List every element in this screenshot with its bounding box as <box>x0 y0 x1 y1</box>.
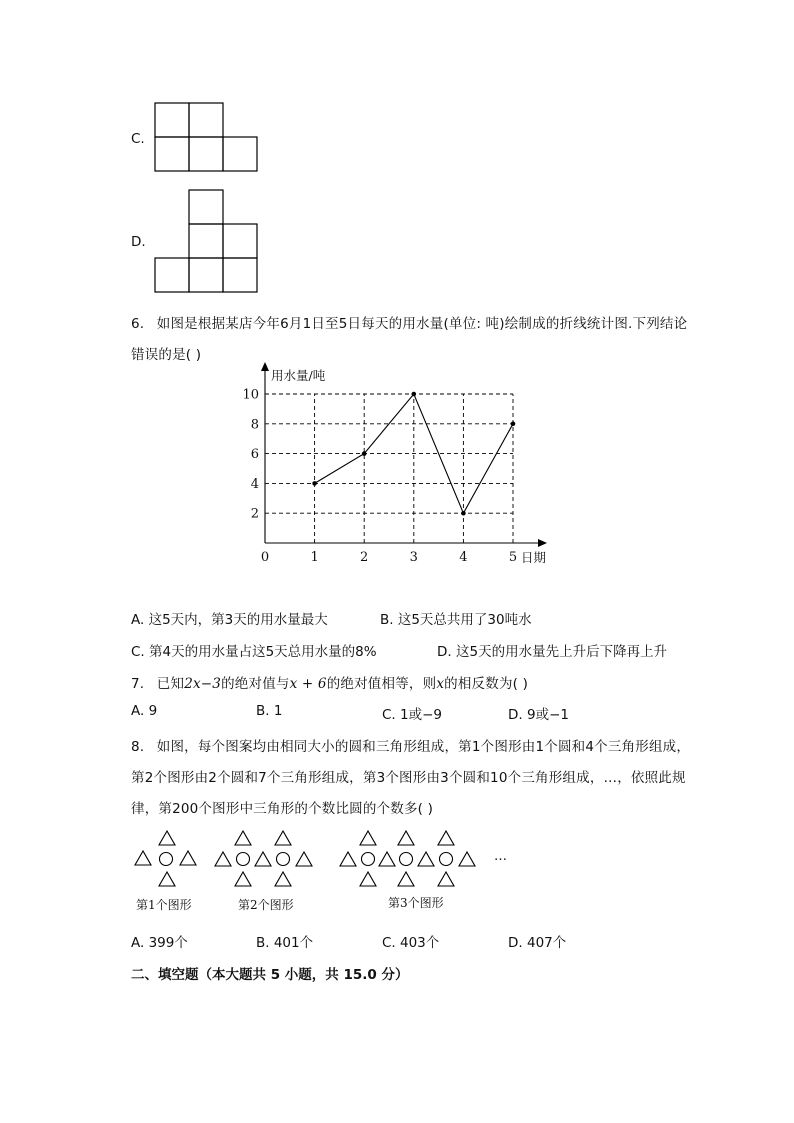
circle-shape <box>440 853 453 866</box>
section-2-title: 二、填空题（本大题共 5 小题，共 15.0 分） <box>131 967 409 983</box>
q8-stem-line3: 律，第200个图形中三角形的个数比圆的个数多( ) <box>131 801 434 817</box>
q7-expr2: x + 6 <box>289 676 327 692</box>
chart-ylabel: 用水量/吨 <box>271 368 326 383</box>
q8-figure-1 <box>135 831 196 886</box>
q8-option-a[interactable]: A. 399个 <box>131 935 188 951</box>
triangle-shape <box>398 872 414 886</box>
chart-xlabel: 日期 <box>521 550 547 565</box>
triangle-shape <box>215 852 231 866</box>
circle-shape <box>400 853 413 866</box>
y-tick-label: 8 <box>250 417 259 433</box>
q8-fig-label-1: 第1个图形 <box>136 898 192 912</box>
triangle-shape <box>235 872 251 886</box>
x-tick-label: 4 <box>459 550 468 565</box>
triangle-shape <box>379 852 395 866</box>
q8-figure-2 <box>215 831 312 886</box>
q7-mid2: 的绝对值相等，则 <box>326 676 437 692</box>
q7-mid: 的绝对值与 <box>221 676 290 692</box>
triangle-shape <box>360 872 376 886</box>
triangle-shape <box>459 852 475 866</box>
q8-number: 8. <box>131 739 145 755</box>
triangle-shape <box>159 872 175 886</box>
y-tick-label: 4 <box>250 476 259 492</box>
triangle-shape <box>255 852 271 866</box>
q6-number: 6. <box>131 316 145 332</box>
y-tick-label: 6 <box>250 447 259 463</box>
y-tick-label: 10 <box>242 387 259 403</box>
q8-figure-3 <box>340 831 475 886</box>
q8-line1: 如图，每个图案均由相同大小的圆和三角形组成，第1个图形由1个圆和4个三角形组成， <box>156 739 691 755</box>
triangle-shape <box>235 831 251 845</box>
q8-option-c[interactable]: C. 403个 <box>382 935 440 951</box>
y-tick-label: 2 <box>250 506 259 522</box>
x-tick-label: 3 <box>409 550 418 565</box>
triangle-shape <box>275 831 291 845</box>
q6-stem-line2: 错误的是( ) <box>131 347 202 363</box>
q6-text1: 如图是根据某店今年6月1日至5日每天的用水量(单位: 吨)绘制成的折线统计图.下列结论 <box>156 316 688 332</box>
triangle-shape <box>159 831 175 845</box>
triangle-shape <box>340 852 356 866</box>
q6-option-b[interactable]: B. 这5天总共用了30吨水 <box>380 612 532 628</box>
triangle-shape <box>180 851 196 865</box>
q7-pre: 已知 <box>156 676 185 692</box>
circle-shape <box>277 853 290 866</box>
circle-shape <box>160 853 173 866</box>
q5-option-c-label[interactable]: C. <box>131 131 145 147</box>
q8-option-d[interactable]: D. 407个 <box>508 935 567 951</box>
triangle-shape <box>135 851 151 865</box>
triangle-shape <box>418 852 434 866</box>
q8-ellipsis: … <box>494 849 507 864</box>
q7-number: 7. <box>131 676 145 692</box>
q7-var: x <box>436 676 445 692</box>
x-tick-label: 5 <box>508 550 518 565</box>
q7-option-a[interactable]: A. 9 <box>131 703 158 719</box>
q6-option-c[interactable]: C. 第4天的用水量占这5天总用水量的8% <box>131 644 377 660</box>
q7-expr1: 2x−3 <box>184 676 222 692</box>
circle-shape <box>237 853 250 866</box>
q7-option-c[interactable]: C. 1或−9 <box>382 707 442 723</box>
q8-fig-label-3: 第3个图形 <box>388 896 444 910</box>
q7-post: 的相反数为( ) <box>444 676 529 692</box>
q7-option-b[interactable]: B. 1 <box>256 703 283 719</box>
x-tick-label: 0 <box>260 550 270 565</box>
q6-option-d[interactable]: D. 这5天的用水量先上升后下降再上升 <box>437 644 668 660</box>
q8-option-b[interactable]: B. 401个 <box>256 935 314 951</box>
triangle-shape <box>275 872 291 886</box>
circle-shape <box>362 853 375 866</box>
q8-stem-line2: 第2个图形由2个圆和7个三角形组成，第3个图形由3个圆和10个三角形组成，…，依照此规 <box>131 770 686 786</box>
triangle-shape <box>398 831 414 845</box>
q6-option-a[interactable]: A. 这5天内，第3天的用水量最大 <box>131 612 328 628</box>
triangle-shape <box>438 872 454 886</box>
q5-option-d-label[interactable]: D. <box>131 234 146 250</box>
triangle-shape <box>296 852 312 866</box>
triangle-shape <box>360 831 376 845</box>
triangle-shape <box>438 831 454 845</box>
x-tick-label: 1 <box>310 550 319 565</box>
q8-fig-label-2: 第2个图形 <box>238 898 294 912</box>
q7-option-d[interactable]: D. 9或−1 <box>508 707 569 723</box>
x-tick-label: 2 <box>360 550 369 565</box>
